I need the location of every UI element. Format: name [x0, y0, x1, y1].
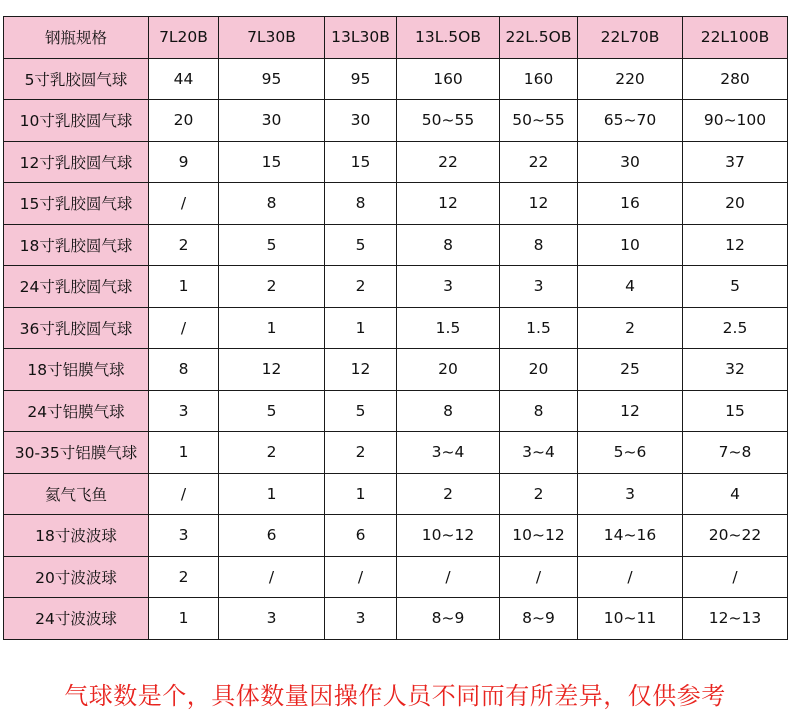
table-cell: 20 [683, 183, 788, 225]
table-cell: 2 [219, 432, 325, 474]
header-cell-spec: 钢瓶规格 [4, 17, 149, 59]
table-cell: 20 [500, 349, 578, 391]
table-cell: 25 [578, 349, 683, 391]
table-row [4, 307, 788, 349]
table-row [4, 224, 788, 266]
table-row [4, 183, 788, 225]
table-cell: 5~6 [578, 432, 683, 474]
table-row [4, 100, 788, 142]
table-row [4, 473, 788, 515]
table-cell: 14~16 [578, 515, 683, 557]
table-cell: 5 [219, 224, 325, 266]
table-cell: 1 [149, 266, 219, 308]
table-cell: 8~9 [500, 598, 578, 640]
header-row [4, 17, 788, 59]
row-label-cell: 20寸波波球 [4, 556, 149, 598]
table-cell: 1.5 [500, 307, 578, 349]
table-cell: 5 [325, 390, 397, 432]
row-label-cell: 18寸波波球 [4, 515, 149, 557]
table-cell: 1 [325, 473, 397, 515]
table-cell: 12 [683, 224, 788, 266]
table-cell: / [149, 307, 219, 349]
table-cell: 12 [325, 349, 397, 391]
table-cell: / [578, 556, 683, 598]
table-cell: 20 [397, 349, 500, 391]
table-cell: 1 [149, 598, 219, 640]
table-cell: / [149, 183, 219, 225]
table-cell: 2 [500, 473, 578, 515]
table-cell: / [325, 556, 397, 598]
table-cell: 160 [397, 58, 500, 100]
table-cell: 5 [325, 224, 397, 266]
table-cell: 8 [500, 224, 578, 266]
table-row [4, 515, 788, 557]
table-cell: 12 [578, 390, 683, 432]
table-row [4, 556, 788, 598]
table-cell: 2 [149, 556, 219, 598]
table-cell: 37 [683, 141, 788, 183]
row-label-cell: 24寸乳胶圆气球 [4, 266, 149, 308]
table-cell: 15 [325, 141, 397, 183]
table-cell: 16 [578, 183, 683, 225]
table-cell: 20 [149, 100, 219, 142]
table-row [4, 349, 788, 391]
table-row [4, 141, 788, 183]
header-cell: 22L70B [578, 17, 683, 59]
table-cell: 8 [397, 390, 500, 432]
table-row [4, 432, 788, 474]
table-cell: 15 [219, 141, 325, 183]
table-cell: / [149, 473, 219, 515]
table-cell: 9 [149, 141, 219, 183]
header-cell: 7L30B [219, 17, 325, 59]
table-cell: 20~22 [683, 515, 788, 557]
table-cell: 2 [325, 266, 397, 308]
table-row [4, 390, 788, 432]
table-cell: 10~12 [397, 515, 500, 557]
balloon-cylinder-table [3, 16, 788, 640]
table-cell: 3 [149, 390, 219, 432]
table-cell: 8~9 [397, 598, 500, 640]
table-cell: 7~8 [683, 432, 788, 474]
table-cell: 44 [149, 58, 219, 100]
table-cell: / [683, 556, 788, 598]
header-cell: 22L100B [683, 17, 788, 59]
table-cell: 65~70 [578, 100, 683, 142]
table-cell: 32 [683, 349, 788, 391]
row-label-cell: 18寸铝膜气球 [4, 349, 149, 391]
table-cell: / [397, 556, 500, 598]
row-label-cell: 36寸乳胶圆气球 [4, 307, 149, 349]
row-label-cell: 30-35寸铝膜气球 [4, 432, 149, 474]
table-cell: 1 [149, 432, 219, 474]
table-cell: 8 [325, 183, 397, 225]
header-cell: 22L.5OB [500, 17, 578, 59]
table-cell: 10 [578, 224, 683, 266]
table-cell: 22 [500, 141, 578, 183]
table-cell: 2 [149, 224, 219, 266]
table-cell: / [500, 556, 578, 598]
row-label-cell: 12寸乳胶圆气球 [4, 141, 149, 183]
table-cell: 8 [219, 183, 325, 225]
table-cell: 12 [500, 183, 578, 225]
table-cell: 6 [325, 515, 397, 557]
table-cell: 3 [500, 266, 578, 308]
table-cell: 2 [325, 432, 397, 474]
table-cell: 2.5 [683, 307, 788, 349]
row-label-cell: 24寸波波球 [4, 598, 149, 640]
table-row [4, 598, 788, 640]
table-cell: 22 [397, 141, 500, 183]
table-cell: 95 [219, 58, 325, 100]
row-label-cell: 10寸乳胶圆气球 [4, 100, 149, 142]
table-cell: 3~4 [397, 432, 500, 474]
table-cell: 4 [683, 473, 788, 515]
table-cell: 12~13 [683, 598, 788, 640]
footnote: 气球数是个，具体数量因操作人员不同而有所差异，仅供参考 [64, 682, 726, 710]
table-cell: 4 [578, 266, 683, 308]
table-cell: 160 [500, 58, 578, 100]
table-cell: 3 [578, 473, 683, 515]
table-cell: 50~55 [397, 100, 500, 142]
table-cell: 95 [325, 58, 397, 100]
row-label-cell: 18寸乳胶圆气球 [4, 224, 149, 266]
row-label-cell: 24寸铝膜气球 [4, 390, 149, 432]
table-body [4, 58, 788, 639]
table-cell: 15 [683, 390, 788, 432]
row-label-cell: 15寸乳胶圆气球 [4, 183, 149, 225]
table-cell: 10~11 [578, 598, 683, 640]
table-cell: 1 [219, 473, 325, 515]
table-cell: 220 [578, 58, 683, 100]
table-cell: / [219, 556, 325, 598]
table-cell: 10~12 [500, 515, 578, 557]
table-cell: 30 [219, 100, 325, 142]
table-cell: 12 [397, 183, 500, 225]
table-cell: 2 [219, 266, 325, 308]
table-cell: 6 [219, 515, 325, 557]
table-cell: 8 [500, 390, 578, 432]
row-label-cell: 5寸乳胶圆气球 [4, 58, 149, 100]
table-cell: 3 [149, 515, 219, 557]
table-cell: 8 [149, 349, 219, 391]
table-row [4, 266, 788, 308]
header-cell: 13L.5OB [397, 17, 500, 59]
table-cell: 5 [219, 390, 325, 432]
table-cell: 1.5 [397, 307, 500, 349]
table-cell: 1 [325, 307, 397, 349]
table-cell: 50~55 [500, 100, 578, 142]
table-cell: 2 [578, 307, 683, 349]
table-cell: 3 [397, 266, 500, 308]
table-cell: 280 [683, 58, 788, 100]
table-cell: 30 [578, 141, 683, 183]
header-cell: 13L30B [325, 17, 397, 59]
table-cell: 2 [397, 473, 500, 515]
table-cell: 3 [219, 598, 325, 640]
table-cell: 30 [325, 100, 397, 142]
table-cell: 90~100 [683, 100, 788, 142]
header-cell: 7L20B [149, 17, 219, 59]
table-cell: 1 [219, 307, 325, 349]
table-cell: 3~4 [500, 432, 578, 474]
table-cell: 5 [683, 266, 788, 308]
table-cell: 3 [325, 598, 397, 640]
balloon-cylinder-table-container [3, 16, 788, 640]
table-cell: 8 [397, 224, 500, 266]
table-row [4, 58, 788, 100]
table-cell: 12 [219, 349, 325, 391]
row-label-cell: 氦气飞鱼 [4, 473, 149, 515]
